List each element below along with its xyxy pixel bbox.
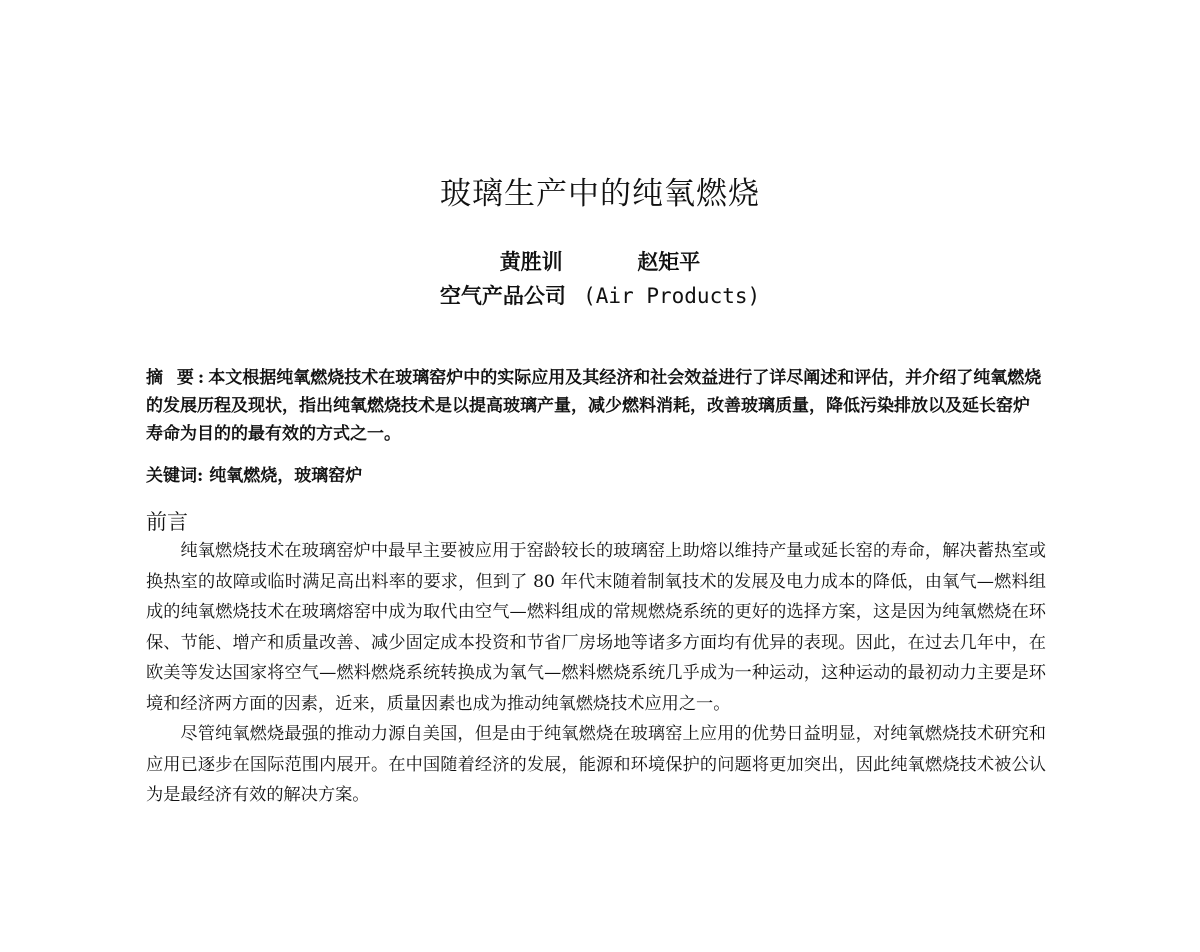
body-text <box>146 536 1046 811</box>
keywords-text: 纯氧燃烧，玻璃窑炉 <box>209 466 363 486</box>
keywords-block <box>146 462 1046 490</box>
abstract-label: 摘 要: <box>146 368 209 388</box>
affiliation-cn: 空气产品公司 <box>439 283 566 308</box>
abstract-block <box>146 364 1046 448</box>
paper-title: 玻璃生产中的纯氧燃烧 <box>440 176 760 212</box>
affiliation-line <box>0 280 1200 310</box>
author-1: 黄胜训 <box>499 249 563 274</box>
paragraph: 纯氧燃烧技术在玻璃窑炉中最早主要被应用于窑龄较长的玻璃窑上助熔以维持产量或延长窑的寿命，解决蓄热室或换热室的故障或临时满足高出料率的要求，但到了 80 年代末随着制氧技术的发展及电力成本的降低，由氧气—燃料组成的纯氧燃烧技术在玻璃熔窑中成为取代由空气—燃料组成的常规燃烧系统的更好的选择方案，这是因为纯氧燃烧在环保、节能、增产和质量改善、减少固定成本投资和节省厂房场地等诸多方面均有优异的表现。因此，在过去几年中，在欧美等发达国家将空气—燃料燃烧系统转换成为氧气—燃料燃烧系统几乎成为一种运动，这种运动的最初动力主要是环境和经济两方面的因素，近来，质量因素也成为推动纯氧燃烧技术应用之一。 <box>146 541 1046 714</box>
affiliation-en: (Air Products) <box>583 284 761 308</box>
keywords-label: 关键词: <box>146 466 204 486</box>
abstract-text: 本文根据纯氧燃烧技术在玻璃窑炉中的实际应用及其经济和社会效益进行了详尽阐述和评估，并介绍了纯氧燃烧的发展历程及现状，指出纯氧燃烧技术是以提高玻璃产量，减少燃料消耗，改善玻璃质量，降低污染排放以及延长窑炉寿命为目的的最有效的方式之一。 <box>146 368 1042 444</box>
author-2: 赵矩平 <box>637 249 701 274</box>
section-heading: 前言 <box>146 510 188 534</box>
author-line <box>0 246 1200 276</box>
paragraph: 尽管纯氧燃烧最强的推动力源自美国，但是由于纯氧燃烧在玻璃窑上应用的优势日益明显，对纯氧燃烧技术研究和应用已逐步在国际范围内展开。在中国随着经济的发展，能源和环境保护的问题将更加突出，因此纯氧燃烧技术被公认为是最经济有效的解决方案。 <box>146 724 1046 805</box>
